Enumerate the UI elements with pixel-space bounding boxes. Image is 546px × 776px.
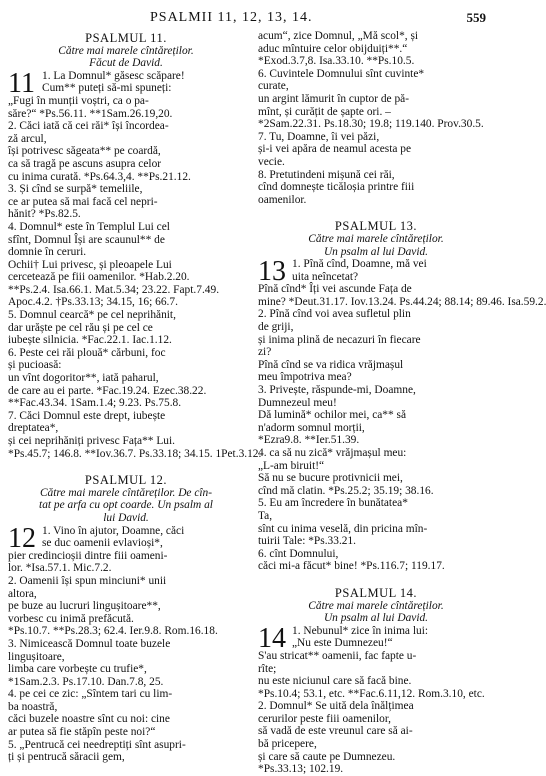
verse-line: un vînt dogoritor**, iată paharul, [8, 372, 159, 385]
verse-line: Cum** puteți să-mi spuneți: [42, 82, 172, 95]
verse-line: dreptatea*, [8, 422, 59, 435]
verse-line: pier credincioșii dintre fiii oameni- [8, 549, 168, 562]
verse-line: și inima plină de necazuri în fiecare [258, 333, 421, 346]
chapter-drop-number: 14 [258, 622, 286, 654]
verse-line: lor. *Isa.57.1. Mic.7.2. [8, 562, 112, 575]
verse-line: și cei neprihăniți privesc Fața** Lui. [8, 435, 176, 447]
verse-line: 4. Domnul* este în Templul Lui cel [8, 220, 170, 233]
verse-line: și care să caute pe Dumnezeu. [258, 750, 396, 763]
right-column [258, 30, 546, 776]
verse-line: 1. La Domnul* găsesc scăpare! [42, 69, 185, 82]
verse-line: sfînt, Domnul Își are scaunul** de [8, 233, 165, 246]
verse-line: și pucioasă: [8, 359, 62, 372]
verse-line: 6. Cuvintele Domnului sînt cuvinte* [258, 67, 425, 80]
verse-line: uita neîncetat? [292, 270, 359, 283]
verse-line: 4. ca să nu zică* vrăjmașul meu: [258, 447, 407, 459]
verse-line: mînt, și curățit de șapte ori. – [258, 105, 391, 118]
verse-line: Pînă cînd* Îți vei ascunde Fața de [258, 283, 412, 296]
psalm-13-subtitle [258, 233, 494, 258]
verse-line: **Ps.2.4. Isa.66.1. Mat.5.34; 23.22. Fapt.7.49. [8, 283, 220, 296]
verse-line: *Ps.33.13; 102.19. [258, 763, 344, 776]
verse-line: Pînă cînd se va ridica vrăjmașul [258, 358, 404, 371]
verse-line: rîte; [258, 662, 277, 675]
verse-line: oamenilor. [258, 193, 307, 206]
verse-line: 1. Pînă cînd, Doamne, mă vei [292, 258, 427, 271]
verse-line: zi? [258, 346, 272, 359]
verse-line: dar urăște pe cel rău și pe cel ce [8, 321, 153, 334]
psalm-14-title: PSALMUL 14. [334, 585, 418, 600]
verse-line: altora, [8, 587, 37, 600]
verse-line: iubește silnicia. *Fac.22.1. Iac.1.12. [8, 334, 172, 347]
verse-line: **Fac.43.34. 1Sam.1.4; 9.23. Ps.75.8. [8, 397, 182, 410]
verse-line: vorbesc cu inimă prefăcută. [8, 612, 134, 625]
psalm-13-lines [258, 258, 546, 573]
verse-line: ar putea să fie stăpîn peste noi?“ [8, 726, 156, 739]
verse-line: limba care vorbește cu trufie*, [8, 663, 147, 676]
verse-line: meu împotriva mea? [258, 371, 352, 384]
verse-line: Apoc.4.2. †Ps.33.13; 34.15, 16; 66.7. [8, 296, 178, 309]
verse-line: 7. Căci Domnul este drept, iubește [8, 409, 166, 422]
verse-line: Dă lumină* ochilor mei, ca** să [258, 409, 407, 422]
verse-line: *1Sam.2.3. Ps.17.10. Dan.7.8, 25. [8, 675, 164, 688]
psalm-12-title: PSALMUL 12. [84, 473, 168, 488]
psalm-13-subtitle-line: Către mai marele cîntăreților. [308, 232, 444, 245]
verse-line: aduc mîntuire celor obijduiți**.“ [258, 42, 408, 55]
psalm-11-subtitle-line: Către mai marele cîntăreților. [58, 44, 194, 57]
verse-line: 3. Și cînd se surpă* temeliile, [8, 183, 143, 196]
verse-line: „Nu este Dumnezeu!“ [292, 637, 393, 650]
psalm-12-text [8, 522, 244, 764]
verse-line: *Exod.3.7,8. Isa.33.10. **Ps.10.5. [258, 55, 415, 68]
verse-line: 5. Eu am încredere în bunătatea* [258, 497, 408, 510]
psalm-11-title: PSALMUL 11. [85, 31, 167, 45]
verse-line: săre?“ *Ps.56.11. **1Sam.26.19,20. [8, 107, 173, 120]
psalm-13-subtitle-line: Un psalm al lui David. [323, 245, 429, 258]
verse-line: se duc oamenii evlavioși*, [42, 537, 163, 550]
verse-line: *Ps.10.4; 53.1, etc. **Fac.6.11,12. Rom.3.10, etc. [258, 687, 485, 700]
verse-line: ba noastră, [8, 700, 58, 713]
psalm-12-subtitle-line: Către mai marele cîntăreților. De cîn- [39, 486, 213, 499]
verse-line: Să nu se bucure protivnicii mei, [258, 472, 403, 485]
verse-line: n'adorm somnul morții, [258, 421, 365, 434]
verse-line: ce ar putea să mai facă cel nepri- [8, 195, 158, 208]
verse-line: 3. Privește, răspunde-mi, Doamne, [258, 384, 416, 397]
verse-line: „L-am biruit!“ [258, 459, 325, 472]
verse-line: 2. Domnul* Se uită dela înălțimea [258, 700, 414, 713]
verse-line: de griji, [258, 321, 294, 334]
verse-line: bă pricepere, [258, 738, 317, 751]
verse-line: *2Sam.22.31. Ps.18.30; 19.8; 119.140. Prov.30.5. [258, 118, 484, 131]
verse-line: 1. Nebunul* zice în inima lui: [292, 624, 429, 637]
verse-line: 5. Domnul cearcă* pe cel neprihănit, [8, 309, 176, 322]
verse-line: ză arcul, [8, 132, 47, 145]
chapter-drop-number: 13 [258, 256, 286, 288]
verse-line: ți și pentrucă săracii gem, [8, 751, 125, 764]
verse-line: să vadă de este vreunul care să ai- [258, 725, 413, 738]
psalm-14-subtitle [258, 600, 494, 625]
psalm-13-title: PSALMUL 13. [334, 219, 418, 234]
verse-line: curate, [258, 80, 289, 93]
verse-line: S'au stricat** oamenii, fac fapte u- [258, 649, 417, 662]
psalm-11-subtitle [8, 45, 244, 70]
verse-line: 4. pe cei ce zic: „Sîntem tari cu lim- [8, 688, 173, 701]
verse-line: cerurilor peste fiii oamenilor, [258, 712, 392, 725]
verse-line: *Ps.45.7; 146.8. **Iov.36.7. Ps.33.18; 34.15. 1Pet.3.12. [8, 447, 262, 460]
verse-line: tuirii Tale: *Ps.33.21. [258, 535, 357, 548]
verse-line: 7. Tu, Doamne, îi vei păzi, [258, 130, 380, 143]
running-head-title: PSALMII 11, 12, 13, 14. [150, 10, 313, 25]
psalm-14-subtitle-line: Un psalm al lui David. [323, 612, 429, 625]
verse-line: își potrivesc săgeata** pe coardă, [8, 145, 161, 158]
verse-line: cu inima curată. *Ps.64.3,4. **Ps.21.12. [8, 170, 191, 183]
verse-line: sînt cu inima veselă, din pricina mîn- [258, 522, 428, 535]
verse-line: acum“, zice Domnul, „Mă scol*, și [258, 30, 419, 42]
verse-line: *Ps.10.7. **Ps.28.3; 62.4. Ier.9.8. Rom.16.18. [8, 625, 218, 638]
verse-line: 2. Căci iată că cei răi* își încordea- [8, 120, 169, 133]
verse-line: hănit? *Ps.82.5. [8, 208, 81, 221]
psalm-12-lines [8, 522, 244, 764]
psalm-12-subtitle [8, 487, 244, 525]
psalm-12-continued [258, 30, 494, 206]
psalm-11-subtitle-line: Făcut de David. [89, 57, 163, 70]
verse-line: 2. Pînă cînd voi avea sufletul plin [258, 308, 411, 321]
psalm-14-subtitle-line: Către mai marele cîntăreților. [308, 599, 444, 612]
verse-line: lingușitoare, [8, 650, 65, 663]
verse-line: 1. Vino în ajutor, Doamne, căci [42, 524, 185, 537]
running-head [0, 10, 500, 30]
verse-line: 6. Peste cei răi plouă* cărbuni, foc [8, 346, 166, 359]
verse-line: „Fugi în munții voștri, ca o pa- [8, 94, 149, 107]
psalm-14-text [258, 622, 494, 776]
verse-line: 5. „Pentrucă cei needreptiți sînt asupri- [8, 738, 186, 751]
verse-line: și-i vei apăra de neamul acesta pe [258, 143, 412, 156]
verse-line: vecie. [258, 155, 285, 168]
verse-line: 2. Oamenii își spun minciuni* unii [8, 574, 167, 587]
psalm-13-text [258, 256, 546, 573]
psalm-11-text [8, 67, 262, 460]
psalm-12-subtitle-line: lui David. [103, 511, 149, 524]
verse-line: de care au ei parte. *Fac.19.24. Ezec.38.22. [8, 384, 207, 397]
verse-line: pe buze au lucruri lingușitoare**, [8, 600, 161, 613]
verse-line: Ochii† Lui privesc, și pleoapele Lui [8, 258, 172, 271]
verse-line: ca să tragă pe ascuns asupra celor [8, 157, 162, 170]
verse-line: 3. Nimicească Domnul toate buzele [8, 637, 171, 650]
verse-line: cînd domnește ticăloșia printre fiii [258, 181, 415, 194]
psalm-12-subtitle-line: tat pe arfa cu opt coarde. Un psalm al [39, 499, 213, 512]
verse-line: un argint lămurit în cuptor de pă- [258, 92, 409, 105]
psalm-11-lines [8, 67, 262, 460]
verse-line: cercetează pe fiii oamenilor. *Hab.2.20. [8, 271, 190, 284]
left-column [8, 30, 262, 764]
verse-line: căci mi-a făcut* bine! *Ps.116.7; 119.17. [258, 560, 445, 573]
psalm-14-lines [258, 622, 494, 776]
verse-line: nu este niciunul care să facă bine. [258, 675, 412, 688]
verse-line: *Ezra9.8. **Ier.51.39. [258, 434, 360, 447]
verse-line: mine? *Deut.31.17. Iov.13.24. Ps.44.24; 88.14; 89.46. Isa.59.2. [258, 295, 546, 308]
verse-line: 6. cînt Domnului, [258, 547, 339, 560]
chapter-drop-number: 12 [8, 522, 36, 554]
verse-line: căci buzele noastre sînt cu noi: cine [8, 713, 170, 726]
verse-line: 8. Pretutindeni mișună cei răi, [258, 168, 395, 181]
verse-line: cînd mă clatin. *Ps.25.2; 35.19; 38.16. [258, 484, 434, 497]
page-number: 559 [466, 10, 486, 25]
verse-line: Ta, [258, 509, 273, 522]
verse-line: Dumnezeul meu! [258, 396, 337, 409]
chapter-drop-number: 11 [8, 67, 35, 99]
verse-line: domnie în ceruri. [8, 246, 87, 259]
